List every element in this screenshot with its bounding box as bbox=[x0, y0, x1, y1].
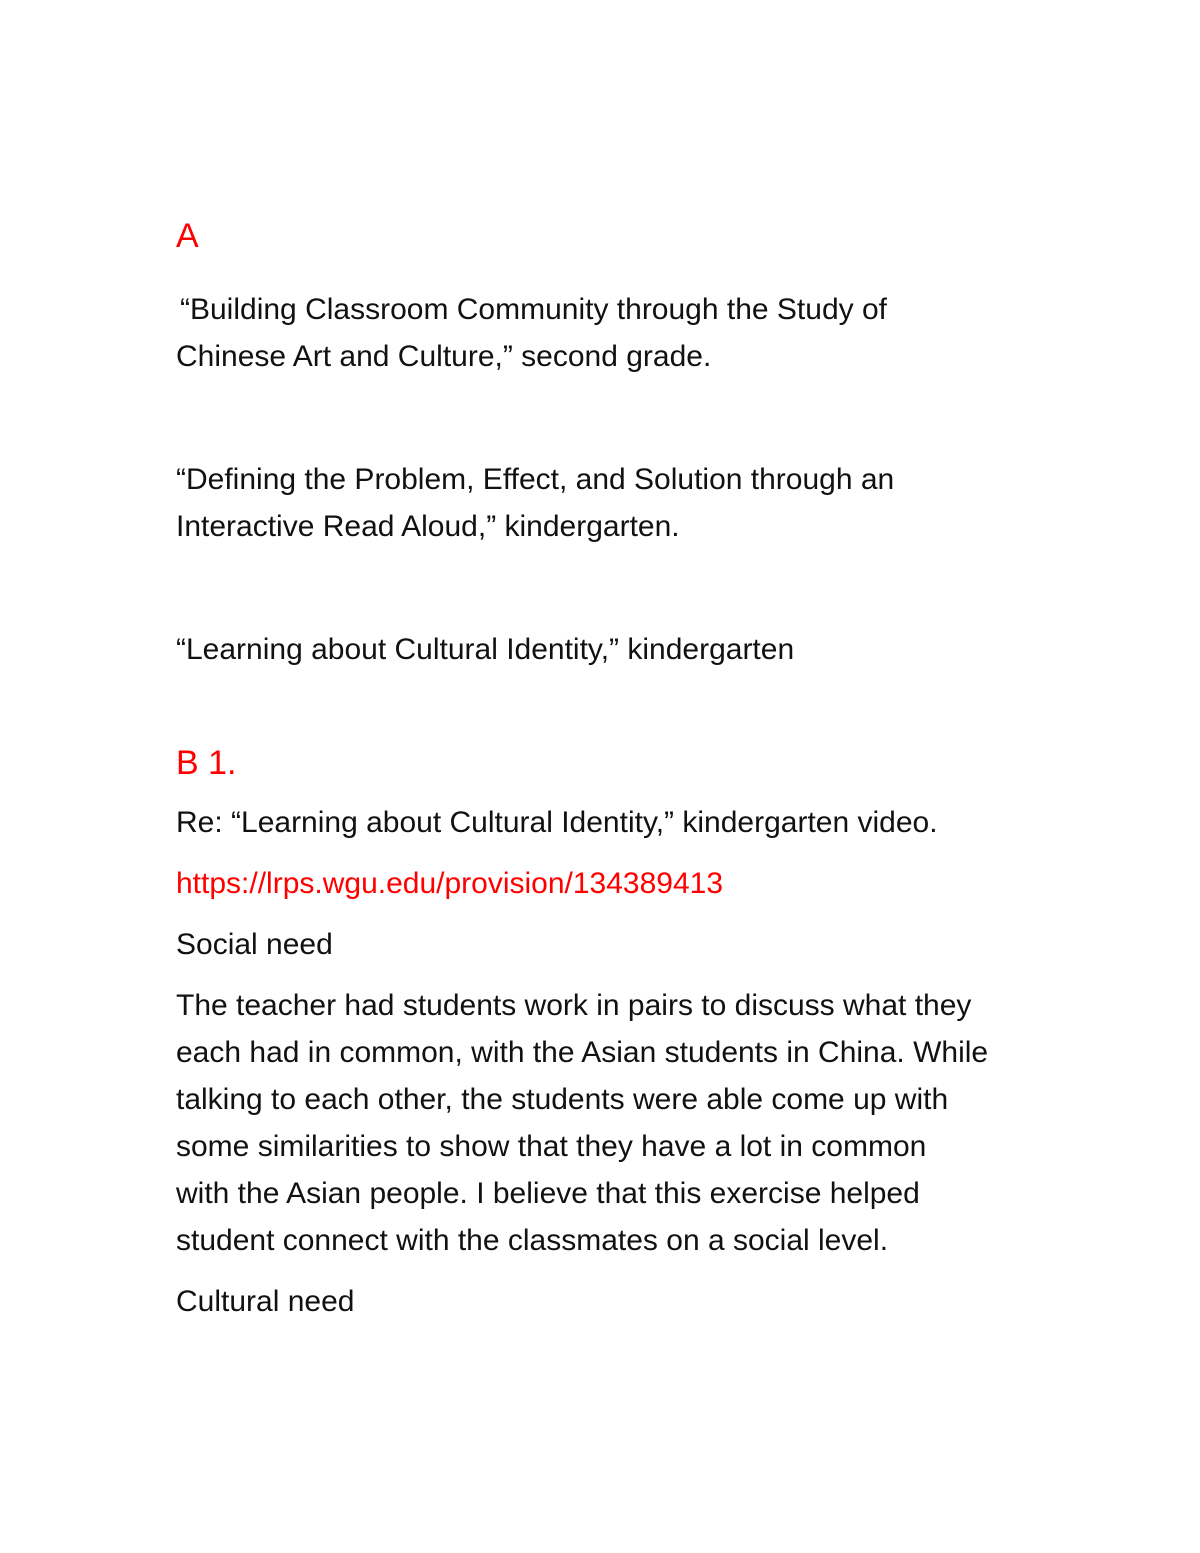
document-content bbox=[176, 214, 1076, 1325]
social-need-line: student connect with the classmates on a social level. bbox=[176, 1224, 889, 1257]
lesson-item-1-line-1: “Building Classroom Community through the Study of bbox=[180, 293, 887, 326]
section-b-heading: B 1. bbox=[176, 744, 237, 782]
provision-link[interactable]: https://lrps.wgu.edu/provision/134389413 bbox=[176, 867, 724, 900]
social-need-line: The teacher had students work in pairs to discuss what they bbox=[176, 989, 972, 1022]
lesson-item-3-line-1: “Learning about Cultural Identity,” kindergarten bbox=[176, 633, 795, 666]
re-line: Re: “Learning about Cultural Identity,” kindergarten video. bbox=[176, 806, 938, 839]
section-a-heading: A bbox=[176, 217, 199, 255]
lesson-item-3 bbox=[176, 626, 1076, 673]
lesson-item-1 bbox=[176, 286, 1076, 380]
social-need-label: Social need bbox=[176, 928, 333, 961]
lesson-item-2-line-1: “Defining the Problem, Effect, and Solution through an bbox=[176, 463, 895, 496]
lesson-item-2-line-2: Interactive Read Aloud,” kindergarten. bbox=[176, 510, 680, 543]
social-need-paragraph bbox=[176, 982, 1076, 1264]
cultural-need-label: Cultural need bbox=[176, 1285, 355, 1318]
lesson-item-2 bbox=[176, 456, 1076, 550]
lesson-item-1-line-2: Chinese Art and Culture,” second grade. bbox=[176, 340, 712, 373]
social-need-line: with the Asian people. I believe that this exercise helped bbox=[176, 1177, 920, 1210]
social-need-line: each had in common, with the Asian students in China. While bbox=[176, 1036, 989, 1069]
social-need-line: talking to each other, the students were able come up with bbox=[176, 1083, 949, 1116]
social-need-line: some similarities to show that they have a lot in common bbox=[176, 1130, 927, 1163]
